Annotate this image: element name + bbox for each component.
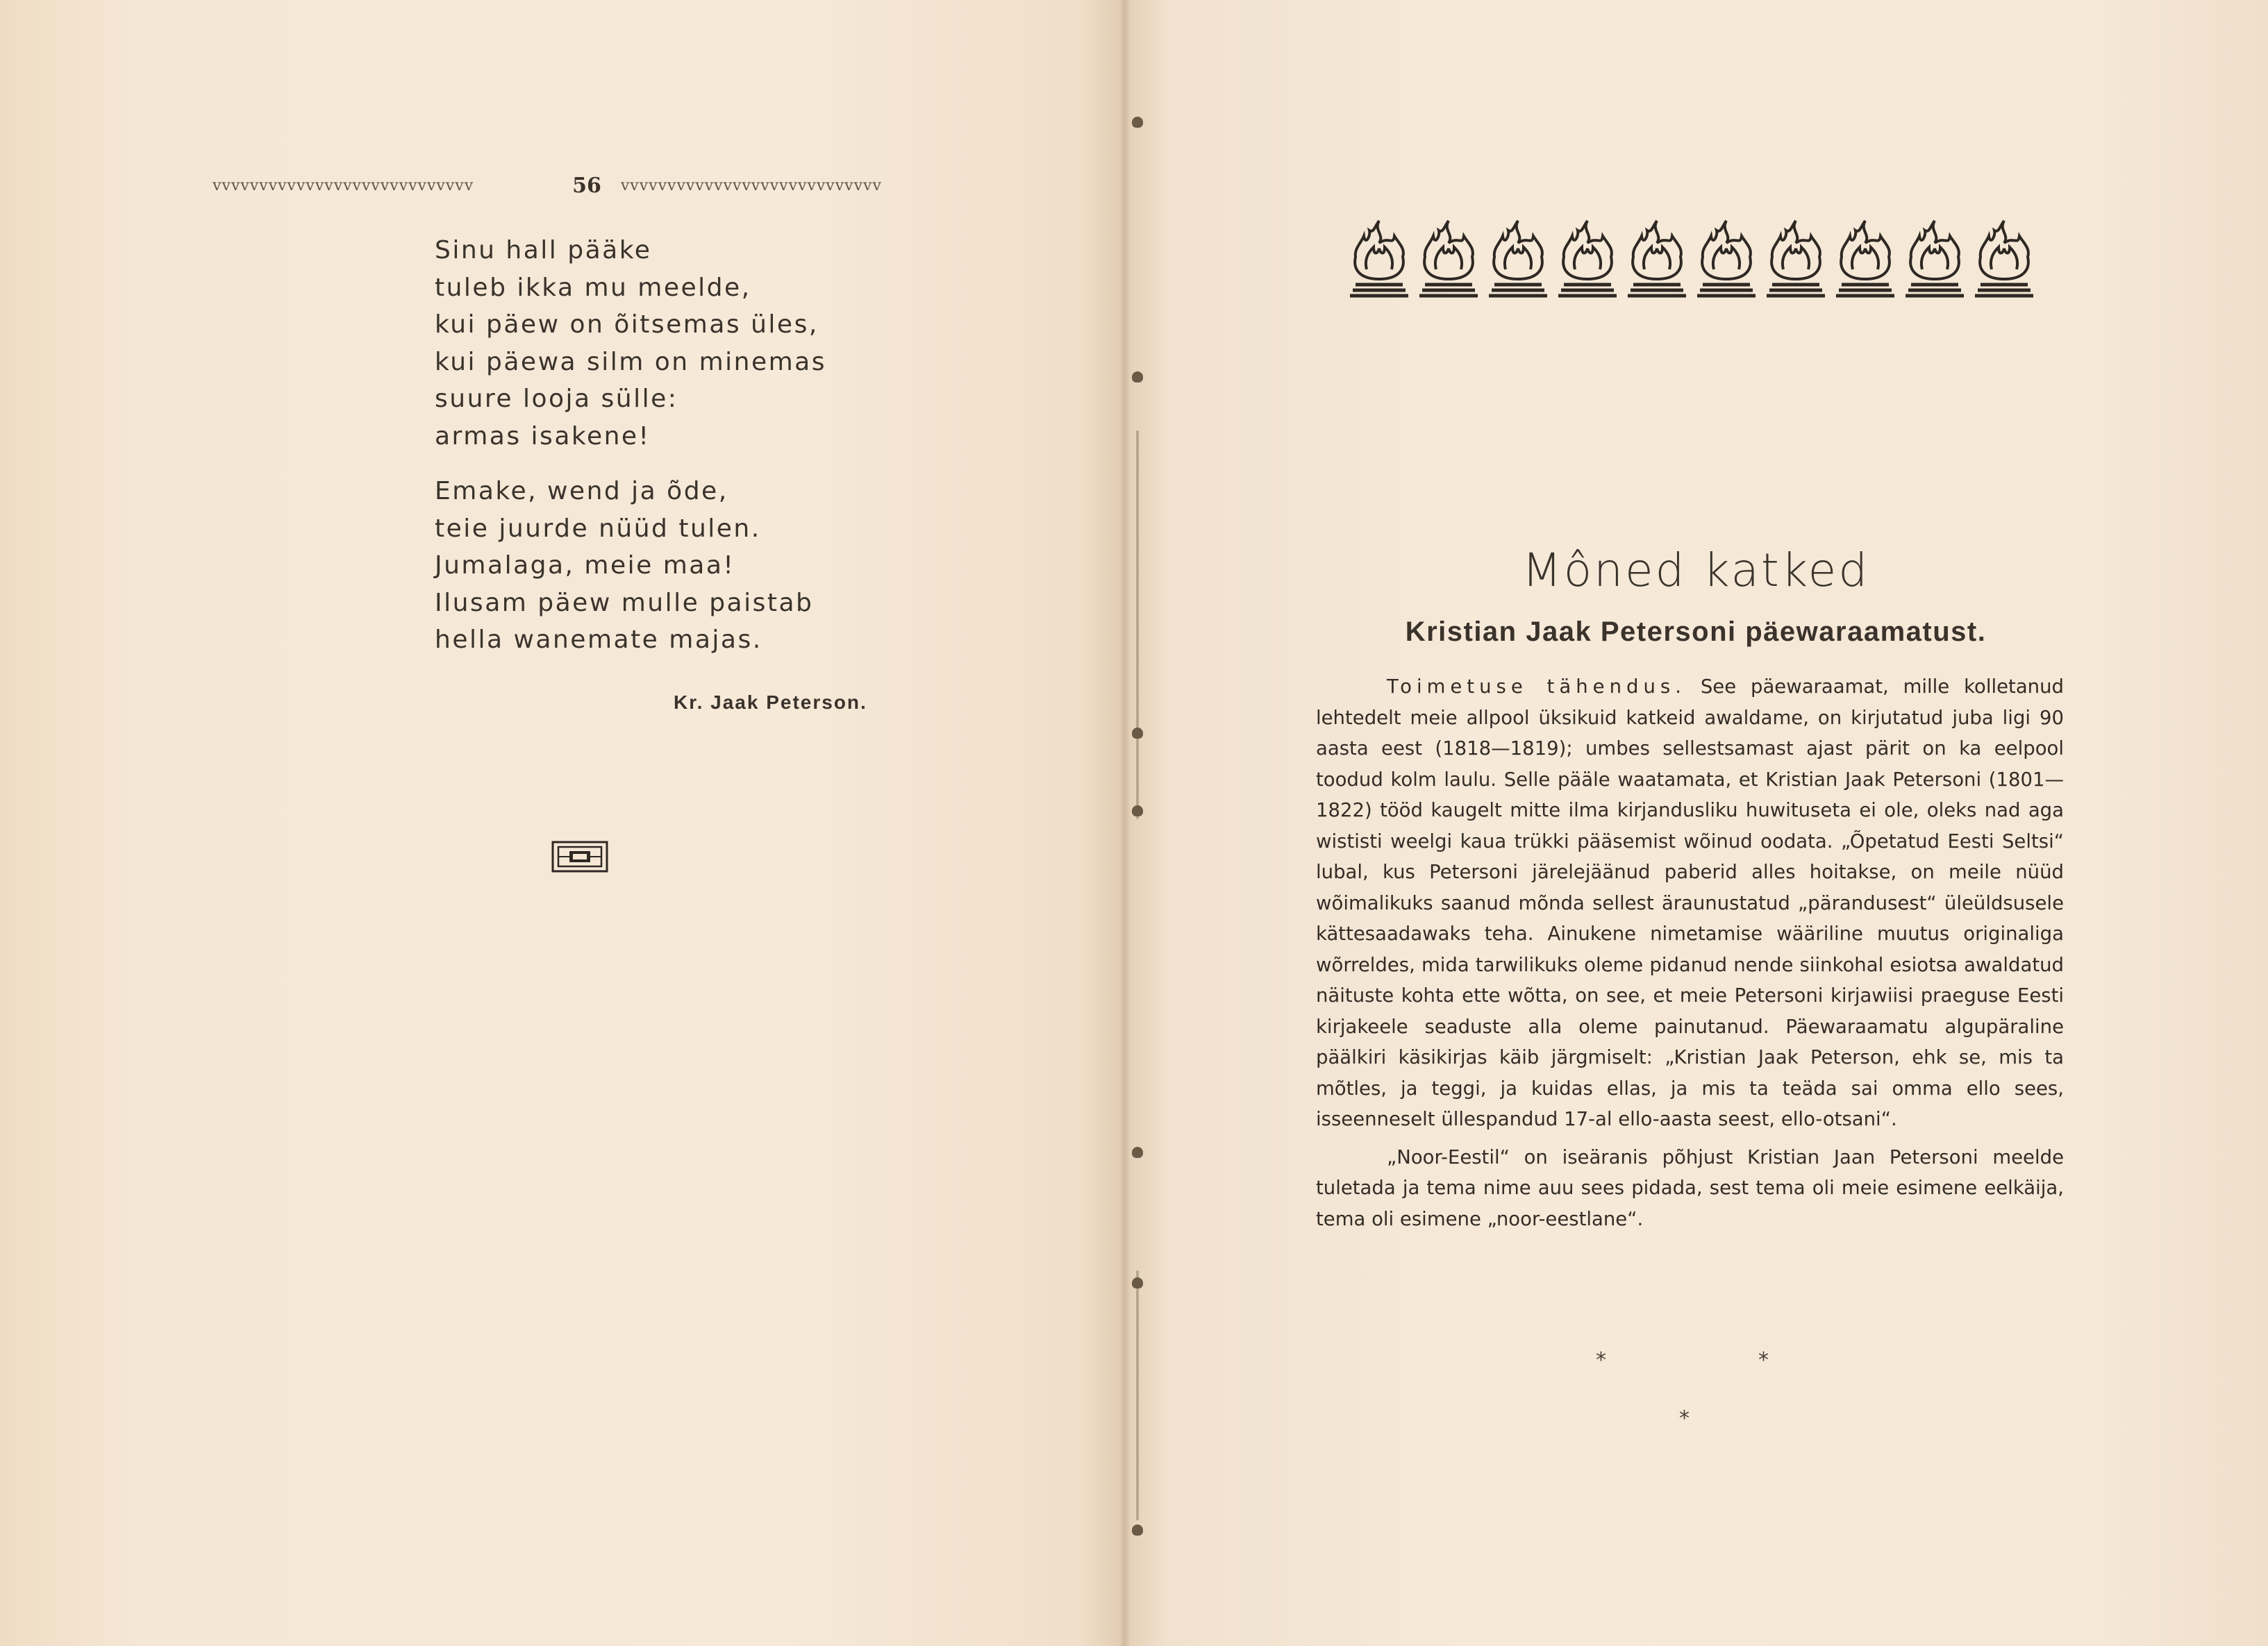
binding-stitch xyxy=(1132,1277,1143,1288)
flame-icon xyxy=(1767,221,1825,296)
flame-icon xyxy=(1975,221,2033,296)
poem-line: kui päew on õitsemas üles, xyxy=(435,310,819,339)
editor-note xyxy=(1316,671,2064,1234)
flame-icon xyxy=(1350,221,1408,296)
poem-line: hella wanemate majas. xyxy=(435,625,762,654)
chapter-title: Môned katked xyxy=(1521,544,1870,597)
framed-ornament-icon xyxy=(551,841,608,873)
running-head-ornament-left: vvvvvvvvvvvvvvvvvvvvvvvvvvvv xyxy=(212,177,474,194)
flame-ornament-row xyxy=(1344,215,2039,305)
page-number: 56 xyxy=(572,174,601,198)
poem-line: Emake, wend ja õde, xyxy=(435,477,728,505)
flame-icon xyxy=(1697,221,1756,296)
paragraph-1-text: See päewaraamat, mille kolletanud lehtedelt meie allpool üksikuid katkeid awaldame, on kirjutatud juba ligi 90 aasta eest (1818—1819); umbes sellestsamast ajast pärit on ka eelpool toodud kolm laulu. Selle pääle waatamata, et Kristian Jaak Petersoni (1801—1822) tööd kaugelt mitte ilma kirjandusliku huwituseta ei ole, oleks nad aga wististi weelgi kaua trükki pääsemist wõinud oodata. „Õpetatud Eesti Seltsi“ lubal, kus Petersoni järelejäänud paberid alles hoitakse, on meile nüüd wõimalikuks saanud mõnda sellest äraunustatud „pärandusest“ üleüldsusele kättesaadawaks teha. Ainukene nimetamise wääriline muutus originaliga wõrreldes, mida tarwilikuks oleme pidanud nende siinkohal esiotsa awaldatud näituste kohta ette wõtta, on see, et meie Petersoni kirjawiisi praeguse Eesti kirjakeele seaduste alla oleme painutanud. Päewaraamatu algupäraline päälkiri käsikirjas käib järgmiselt: „Kristian Jaak Peterson, ehk se, mis ta mõtles, ja teggi, ja kuidas ellas, ja mis ta teäda sai omma ello sees, isseenneselt üllespandud 17-al ello-aasta seest, ello-otsani“. xyxy=(1316,675,2064,1130)
asterism-star: * xyxy=(1596,1348,1606,1372)
paragraph-2: „Noor-Eestil“ on iseäranis põhjust Kristian Jaan Petersoni meelde tuletada ja tema nime auu sees pidada, sest tema oli meie esimene eelkäija, tema oli esimene „noor-eestlane“. xyxy=(1316,1145,2064,1230)
editor-note-lead: Toimetuse tähendus. xyxy=(1387,675,1686,698)
poem-line: Sinu hall pääke xyxy=(435,236,652,264)
asterism-star: * xyxy=(1758,1348,1769,1372)
running-head xyxy=(212,174,962,198)
poem-stanza-2 xyxy=(435,473,826,659)
binding-stitch xyxy=(1132,805,1143,816)
flame-icon xyxy=(1628,221,1686,296)
binding-stitch xyxy=(1132,728,1143,739)
flame-icon xyxy=(1489,221,1547,296)
flame-icon xyxy=(1836,221,1894,296)
chapter-subtitle: Kristian Jaak Petersoni päewaraamatust. xyxy=(1405,616,1987,647)
poem-stanza-1 xyxy=(435,232,826,455)
asterism-star: * xyxy=(1679,1406,1690,1431)
binding-stitch xyxy=(1132,1147,1143,1158)
binding-stitch xyxy=(1132,371,1143,383)
poem-line: kui päewa silm on minemas xyxy=(435,347,826,376)
flame-icon xyxy=(1419,221,1478,296)
running-head-ornament-right: vvvvvvvvvvvvvvvvvvvvvvvvvvvv xyxy=(620,177,882,194)
poem-line: Jumalaga, meie maa! xyxy=(435,551,735,580)
binding-thread xyxy=(1136,1270,1139,1520)
poem-line: armas isakene! xyxy=(435,421,651,451)
book-spine xyxy=(1119,0,1131,1646)
paragraph-1 xyxy=(1316,671,2064,1135)
poem-line: tuleb ikka mu meelde, xyxy=(435,273,751,302)
flame-icon xyxy=(1558,221,1617,296)
poem-line: Ilusam päew mulle paistab xyxy=(435,588,814,617)
binding-stitch xyxy=(1132,117,1143,128)
poem xyxy=(435,232,826,677)
poem-line: teie juurde nüüd tulen. xyxy=(435,514,761,543)
author-signature: Kr. Jaak Peterson. xyxy=(674,691,867,713)
poem-line: suure looja sülle: xyxy=(435,385,678,413)
binding-stitch xyxy=(1132,1525,1143,1536)
flame-icon xyxy=(1906,221,1964,296)
